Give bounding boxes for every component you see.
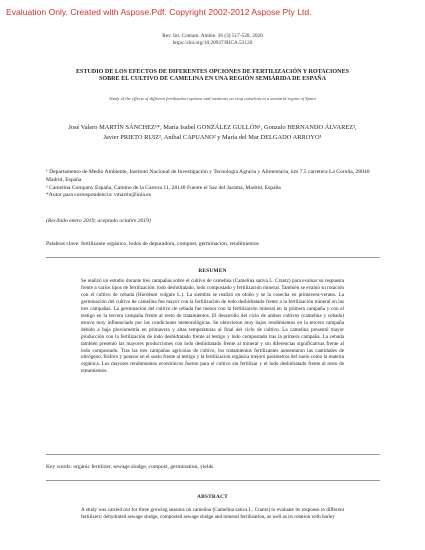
divider [46, 257, 380, 258]
journal-doi-link[interactable]: https://doi.org/10.20937/RICA.53120 [172, 40, 253, 46]
divider [46, 454, 380, 455]
author-list: José Valero MARTÍN SÁNCHEZ¹*, María Isabel GONZÁLEZ GULLÓN¹, Gonzalo HERNANDO ÁLVAREZ², Javier PRIETO RUIZ², Aníbal CAPUANO² y María del Mar DELGADO ARROYO¹ [68, 124, 357, 141]
correspondence-email[interactable]: *Autor para correspondencia: vmartin@inia.es [46, 192, 151, 199]
evaluation-watermark: Evaluation Only. Created with Aspose.Pdf. Copyright 2002-2012 Aspose Pty Ltd. [6, 7, 312, 17]
article-title: ESTUDIO DE LOS EFECTOS DE DIFERENTES OPCIONES DE FERTILIZACIÓN Y ROTACIONES SOBRE EL CULTIVO DE CAMELINA EN UNA REGIÓN SEMIÁRIDA DE ESPAÑA [75, 69, 350, 83]
resumen-text: Se realizó un estudio durante tres campañas sobre el cultivo de camelina (Camelina sativa L. Crantz) para evaluar su respuesta frente a varios tipos de fertilización: lodo deshidratado, lodo compostado y fertilización mineral. También se evaluó su rotación con el cultivo de cebada (Hordeum vulgare L.). La siembra se realizó en otoño y se la cosecha en primavera-verano. La germinación del cultivo de camelina fue mayor con la fertilización de lodo deshidratado frente a la fertilización mineral en las tres campañas. La germinación del cultivo de cebada fue menor con la fertilización mineral en la primera campaña y con el testigo en la tercera campaña frente al resto de tratamientos. El desarrollo del ciclo de ambos cultivos (camelina y cebada) estuvo muy influenciado por las condiciones meteorológicas. Se obtuvieron muy bajos rendimientos en la tercera campaña debido a baja pluviometría en primavera y altas temperaturas al final del ciclo de cultivo. La camelina presentó mayor producción con la fertilización de lodo deshidratado frente al testigo y lodo compostado tras la primera campaña. La cebada también presentó las mayores producciones con lodo deshidratado frente al mineral y sin diferencias significativas frente al lodo compostado. Tras las tres campañas agrícolas de cultivo, los tratamientos fertilizantes aumentaron las cantidades de nitrógeno, fósforo y potasio en el suelo frente al testigo y la fertilización orgánica mejoró parámetros del suelo como la materia orgánica. Los mayores rendimientos económicos fueron para el cultivo sin fertilizar y el lodo deshidratado frente al resto de tratamientos. [81, 278, 344, 375]
affiliation-1: ¹ Departamento de Medio Ambiente, Instituto Nacional de Investigación y Tecnología Agraria y Alimentaria, km 7.5 carretera La Coruña, 28040 Madrid, España [46, 169, 370, 183]
affiliations [46, 169, 386, 200]
journal-citation [0, 33, 425, 40]
received-accepted-dates: (Recibido enero 2019; aceptado octubre 2019) [46, 218, 151, 224]
article-subtitle: Study of the effects of different fertilization options and rotations on crop camelina in a semiarid region of Spain [109, 96, 316, 101]
resumen-heading: RESUMEN [198, 268, 227, 274]
keywords-spanish: Palabras clave: fertilizante orgánico, lodos de depuradora, compost, germinación, rendimientos [46, 241, 259, 247]
affiliation-2: ² Camelina Company España, Camino de la Carrera 11, 28140 Fuente el Saz del Jarama, Madrid, España [46, 184, 281, 191]
journal-header [0, 33, 425, 47]
abstract-text: A study was carried out for three growing seasons on camelina (Camelina sativa L. Crantz) to evaluate its response to different fertilizers: dehydrated sewage sludge, composted sewage sludge and mineral fertilization, as well as its rotation with barley [81, 507, 344, 520]
keywords-english: Key words: organic fertilizer, sewage sludge, compost, germination, yields [46, 464, 214, 470]
abstract-heading: ABSTRACT [197, 494, 228, 500]
journal-citation-text: Rev. Int. Contam. Ambie. 36 (3) 517-528, 2020 [162, 33, 263, 39]
divider [46, 480, 380, 481]
